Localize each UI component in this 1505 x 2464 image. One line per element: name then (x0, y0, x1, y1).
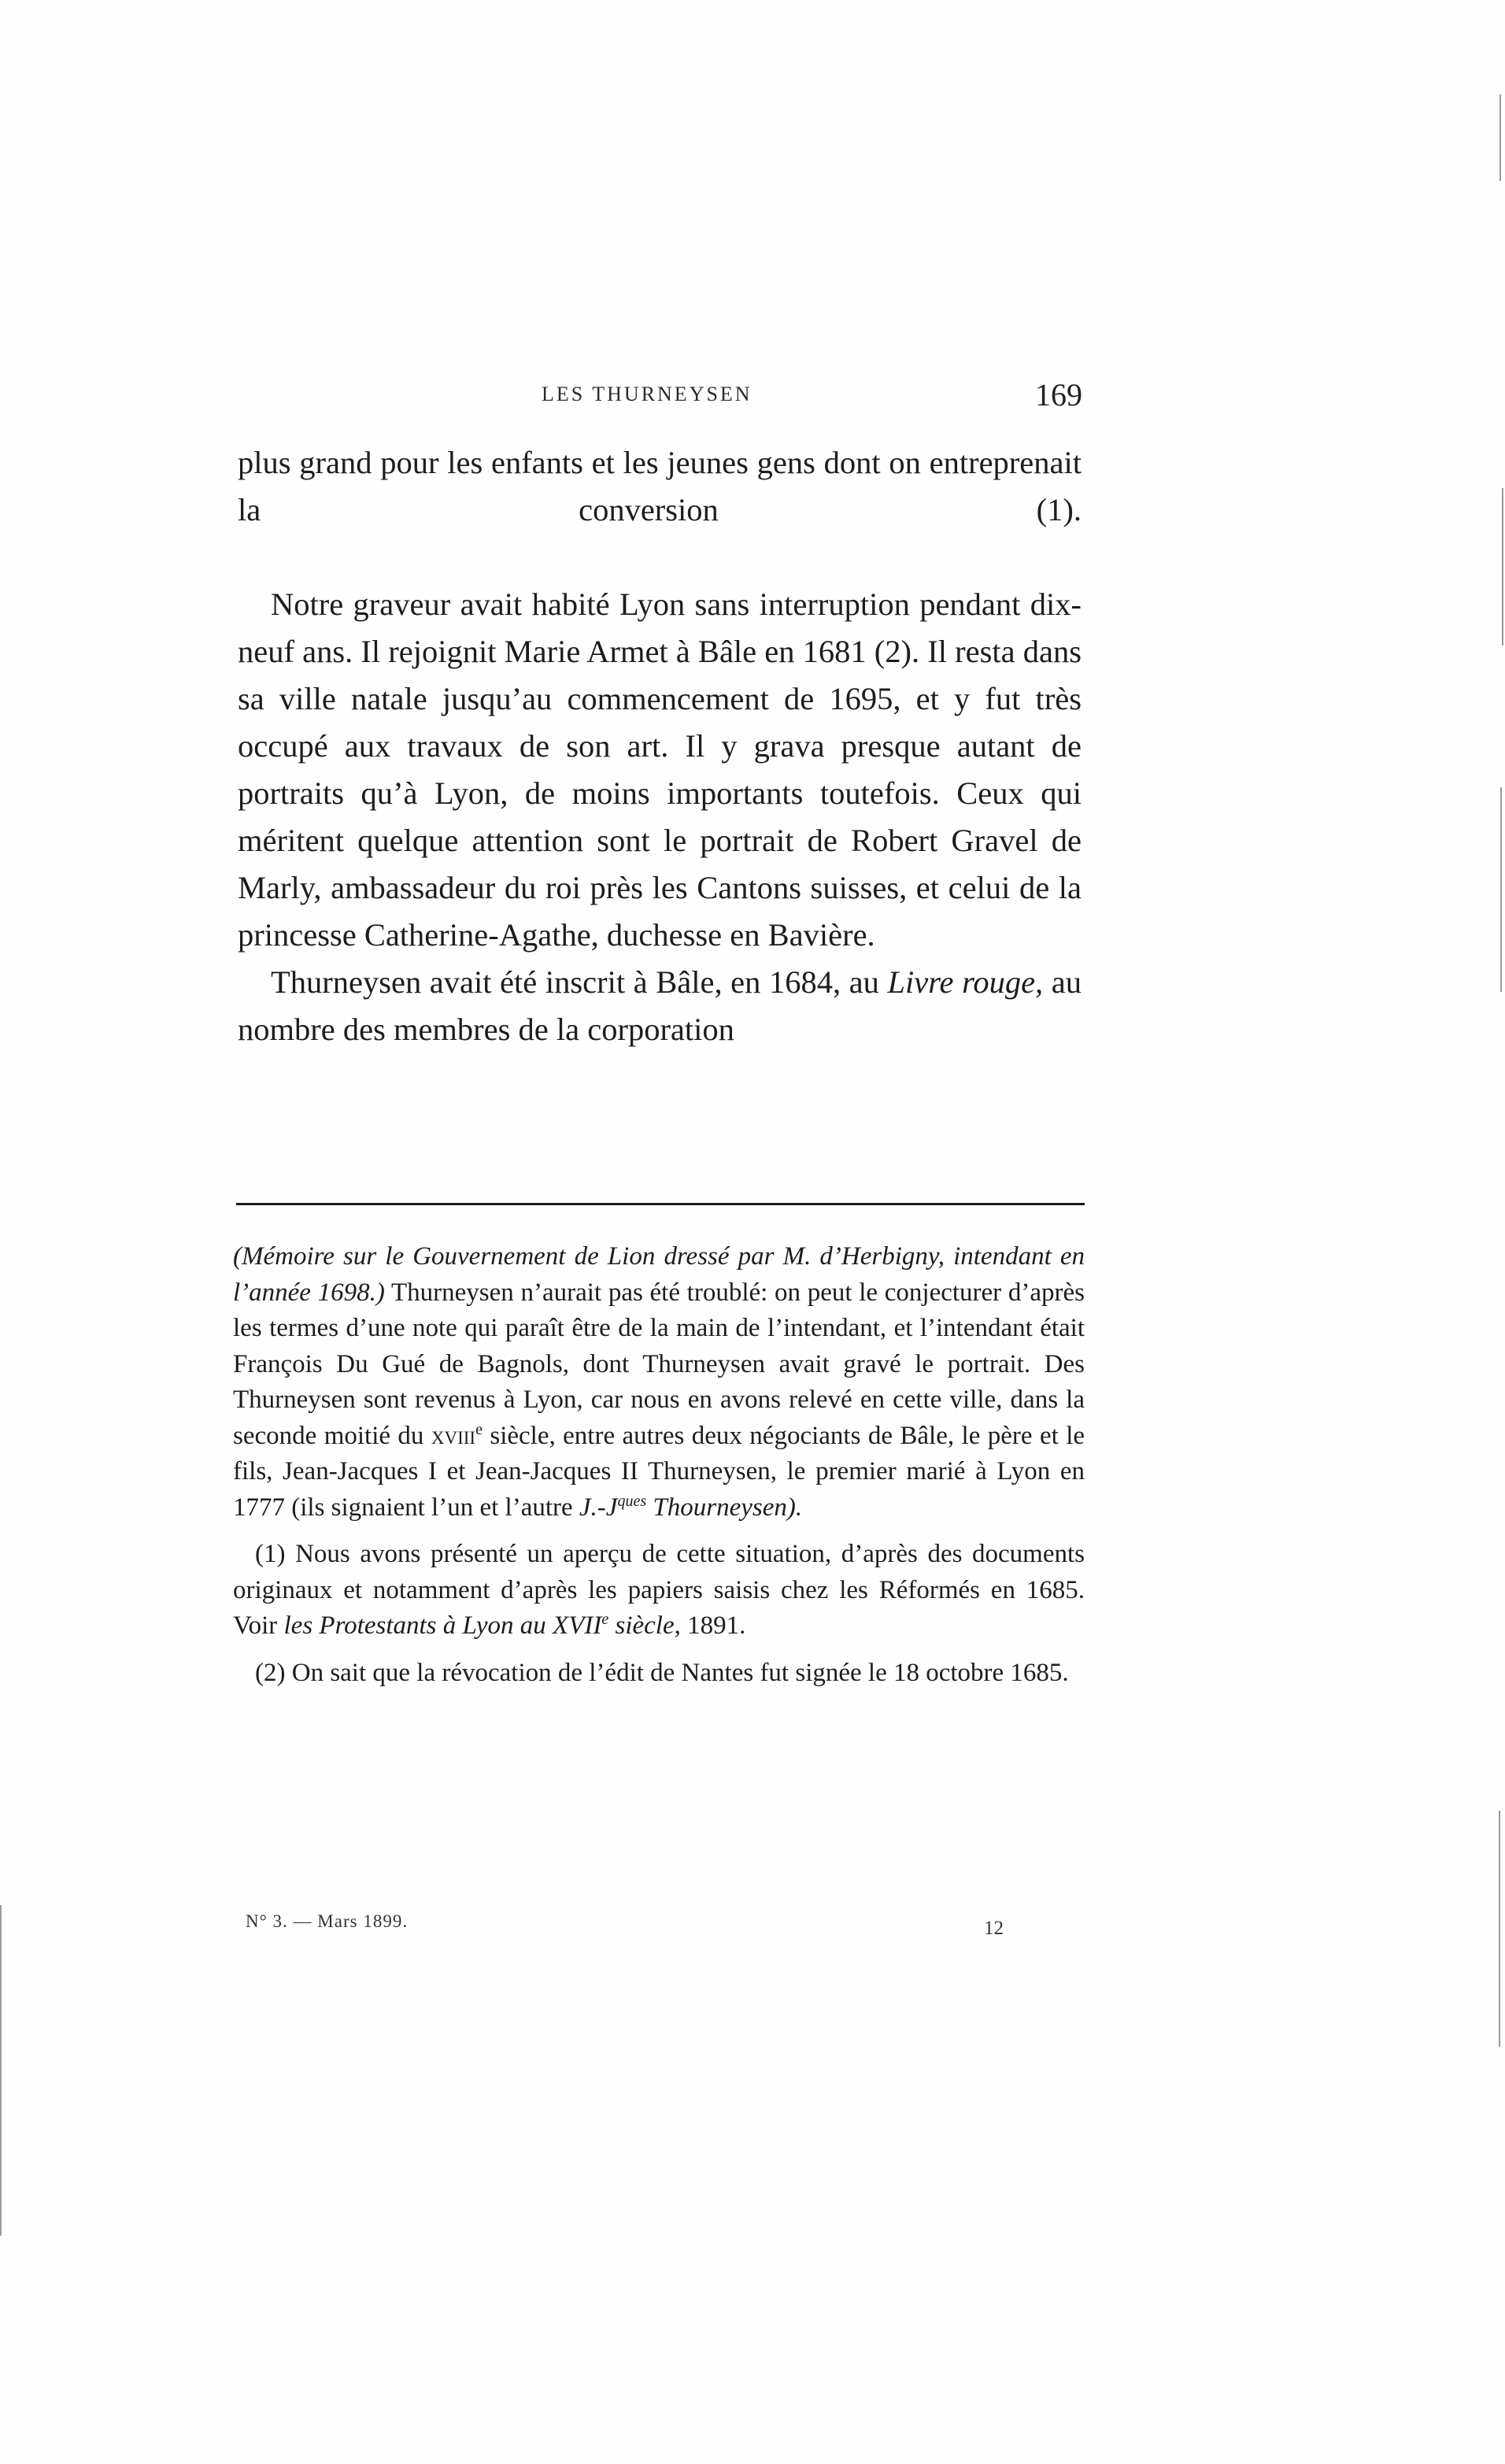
scan-edge-mark (1502, 488, 1503, 646)
footnote-1-title-text: les Protestants à Lyon au XVII (283, 1611, 602, 1640)
issue-label: N° 3. — Mars 1899. (246, 1911, 409, 1931)
paragraph-graveur: Notre graveur avait habité Lyon sans interruption pendant dix-neuf ans. Il rejoignit Marie Armet à Bâle en 1681 (2). Il resta dans sa ville natale jusqu’au commencement de 1695, et y fut très occupé aux travaux de son art. Il y grava presque autant de portraits qu’à Lyon, de moins importants toutefois. Ceux qui méritent quelque attention sont le portrait de Robert Gravel de Marly, ambassadeur du roi près les Cantons suisses, et celui de la princesse Catherine-Agathe, duchesse en Bavière. (238, 586, 1082, 953)
scan-edge-mark (1499, 1811, 1500, 2047)
paragraph-lead-text: Thurneysen avait été inscrit à Bâle, en 1684, au (271, 964, 879, 1000)
body-text (238, 439, 1082, 1053)
footnote-1-title-tail: siècle, (615, 1611, 681, 1640)
footnote-2-text: On sait que la révocation de l’édit de Nantes fut signée le 18 octobre 1685. (291, 1658, 1069, 1687)
scan-edge-mark (0, 1905, 2, 2236)
scan-edge-mark (1499, 94, 1501, 181)
footnotes (233, 1239, 1085, 1691)
footnote-1 (233, 1537, 1085, 1645)
signature-italic (579, 1493, 802, 1522)
footnote-continued-text: Thurneysen n’aurait pas été troublé: on peut le conjecturer d’après les termes d’une note qui paraît être de la main de l’intendant, et l’intendant était François Du Gué de Bagnols, dont Thurneysen avait gravé le portrait. Des Thurneysen sont revenus à Lyon, car nous en avons relevé en cette ville, dans la seconde moitié du (233, 1278, 1085, 1450)
century-superscript: e (475, 1420, 483, 1438)
printer-signature-line (246, 1911, 1033, 1943)
footnote-1-title-sup: e (601, 1611, 609, 1628)
footnote-marker: (1) (255, 1540, 286, 1568)
sheet-number: 12 (984, 1918, 1004, 1939)
footnote-1-title (284, 1611, 681, 1640)
footnote-1-year: 1891. (687, 1611, 746, 1640)
footnote-1-text: Nous avons présenté un aperçu de cette situation, d’après des documents originaux et notamment d’après les papiers saisis chez les Réformés en 1685. Voir (233, 1540, 1085, 1640)
footnote-continued-text-2: siècle, entre autres deux négociants de Bâle, le père et le fils, Jean-Jacques I et Jean-Jacques II Thurneysen, le premier marié à Lyon en 1777 (ils signaient l’un et l’autre (233, 1421, 1085, 1522)
paragraph-livre-rouge (238, 959, 1082, 1053)
footnote-marker: (2) (255, 1658, 286, 1687)
footnote-rule (236, 1203, 1085, 1205)
running-title: LES THURNEYSEN (542, 383, 752, 405)
footnote-2 (233, 1656, 1085, 1692)
paragraph-continued: plus grand pour les enfants et les jeunes gens dont on entreprenait la conversion (1). (238, 445, 1082, 527)
signature-part-a: J.-J (579, 1493, 618, 1522)
century-numeral: xviii (431, 1421, 476, 1450)
signature-part-b: Thourneysen). (653, 1493, 803, 1522)
footnote-continued (233, 1239, 1085, 1526)
signature-superscript: ques (617, 1492, 647, 1510)
paragraph-tail-text: au nombre des membres de la corporation (238, 964, 1082, 1047)
footnote-source-italic: (Mémoire sur le Gouvernement de Lion dressé par M. d’Herbigny, intendant en l’année 1698.) (233, 1242, 1085, 1307)
book-title-italic: Livre rouge, (887, 964, 1044, 1000)
scan-edge-mark (1500, 787, 1502, 992)
running-head (236, 376, 1082, 424)
page-number: 169 (1035, 377, 1082, 413)
